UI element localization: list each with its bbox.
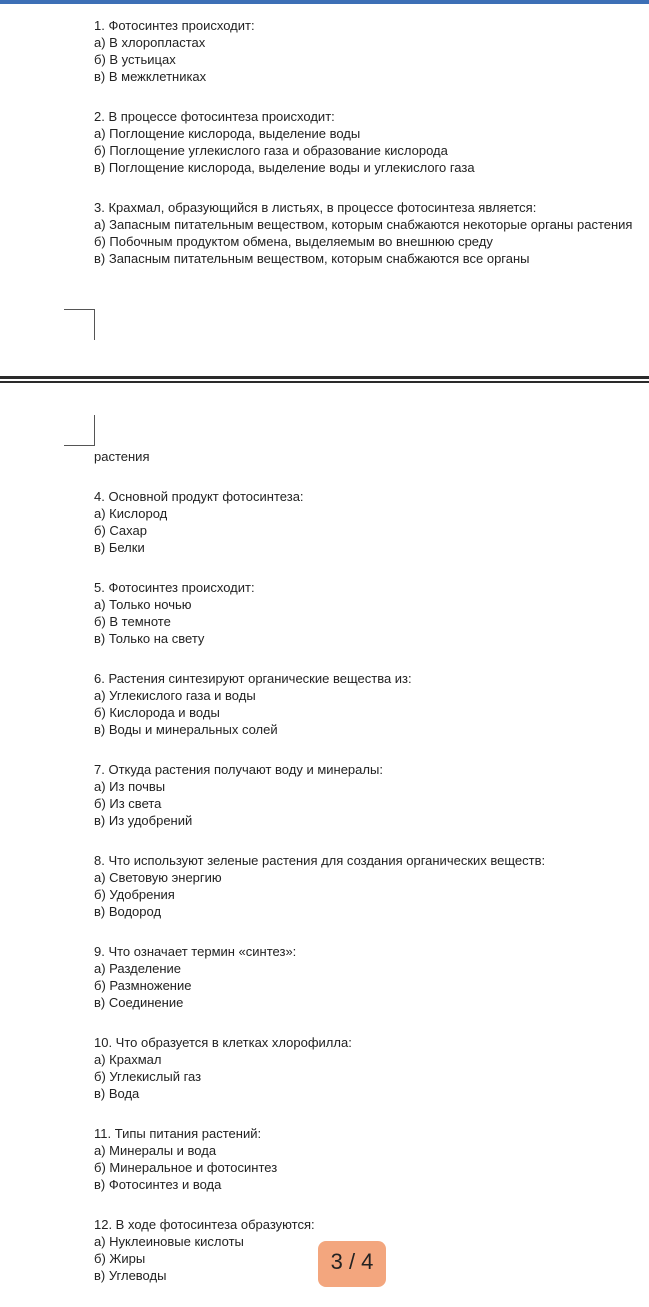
answer-option: а) Крахмал [94, 1052, 162, 1067]
document-page-1 [0, 4, 649, 376]
page-1-content [94, 17, 644, 290]
answer-option: в) В межклетниках [94, 69, 207, 84]
answer-option: в) Белки [94, 540, 145, 555]
question-text: 3. Крахмал, образующийся в листьях, в процессе фотосинтеза является: [94, 200, 537, 215]
answer-option: в) Только на свету [94, 631, 205, 646]
question-text: 9. Что означает термин «синтез»: [94, 944, 297, 959]
question-text: 6. Растения синтезируют органические вещества из: [94, 671, 412, 686]
answer-option: б) Сахар [94, 523, 147, 538]
page-corner-mark-top [64, 415, 95, 446]
separator-line [0, 376, 649, 379]
answer-option: в) Запасным питательным веществом, которым снабжаются все органы [94, 251, 530, 266]
answer-option: б) Размножение [94, 978, 192, 993]
answer-option: а) Углекислого газа и воды [94, 688, 256, 703]
continuation-line: растения [94, 449, 150, 464]
answer-option: а) Разделение [94, 961, 182, 976]
answer-option: а) Кислород [94, 506, 168, 521]
question-text: 2. В процессе фотосинтеза происходит: [94, 109, 335, 124]
question-6 [94, 670, 644, 738]
question-text: 4. Основной продукт фотосинтеза: [94, 489, 304, 504]
document-page-2 [0, 383, 649, 1284]
question-9 [94, 943, 644, 1011]
answer-option: б) В темноте [94, 614, 171, 629]
question-10 [94, 1034, 644, 1102]
answer-option: б) Удобрения [94, 887, 175, 902]
question-text: 11. Типы питания растений: [94, 1126, 262, 1141]
page-indicator-badge[interactable] [318, 1241, 386, 1287]
question-4 [94, 488, 644, 556]
continuation-text [94, 448, 644, 465]
answer-option: а) В хлоропластах [94, 35, 206, 50]
answer-option: б) Поглощение углекислого газа и образование кислорода [94, 143, 448, 158]
question-text: 5. Фотосинтез происходит: [94, 580, 255, 595]
question-text: 7. Откуда растения получают воду и минералы: [94, 762, 383, 777]
answer-option: б) Побочным продуктом обмена, выделяемым во внешнюю среду [94, 234, 493, 249]
question-text: 12. В ходе фотосинтеза образуются: [94, 1217, 315, 1232]
question-5 [94, 579, 644, 647]
question-8 [94, 852, 644, 920]
answer-option: а) Минералы и вода [94, 1143, 217, 1158]
page-indicator-label: 3 / 4 [330, 1249, 374, 1274]
answer-option: а) Нуклеиновые кислоты [94, 1234, 244, 1249]
page-2-content [94, 448, 644, 1307]
question-text: 10. Что образуется в клетках хлорофилла: [94, 1035, 352, 1050]
question-text: 8. Что используют зеленые растения для создания органических веществ: [94, 853, 546, 868]
answer-option: а) Запасным питательным веществом, которым снабжаются некоторые органы растения [94, 217, 633, 232]
answer-option: б) Кислорода и воды [94, 705, 220, 720]
answer-option: б) Жиры [94, 1251, 146, 1266]
answer-option: в) Поглощение кислорода, выделение воды и углекислого газа [94, 160, 475, 175]
answer-option: б) Минеральное и фотосинтез [94, 1160, 278, 1175]
page-separator [0, 376, 649, 383]
question-1 [94, 17, 644, 85]
answer-option: а) Поглощение кислорода, выделение воды [94, 126, 361, 141]
answer-option: б) В устьицах [94, 52, 176, 67]
question-7 [94, 761, 644, 829]
answer-option: в) Из удобрений [94, 813, 193, 828]
answer-option: в) Фотосинтез и вода [94, 1177, 222, 1192]
question-3 [94, 199, 644, 267]
answer-option: в) Соединение [94, 995, 184, 1010]
answer-option: б) Из света [94, 796, 162, 811]
answer-option: а) Только ночью [94, 597, 192, 612]
question-11 [94, 1125, 644, 1193]
answer-option: в) Водород [94, 904, 162, 919]
answer-option: а) Из почвы [94, 779, 166, 794]
page-corner-mark-bottom [64, 309, 95, 340]
question-text: 1. Фотосинтез происходит: [94, 18, 255, 33]
answer-option: б) Углекислый газ [94, 1069, 202, 1084]
answer-option: в) Вода [94, 1086, 140, 1101]
question-2 [94, 108, 644, 176]
answer-option: в) Углеводы [94, 1268, 167, 1283]
answer-option: а) Световую энергию [94, 870, 222, 885]
answer-option: в) Воды и минеральных солей [94, 722, 278, 737]
